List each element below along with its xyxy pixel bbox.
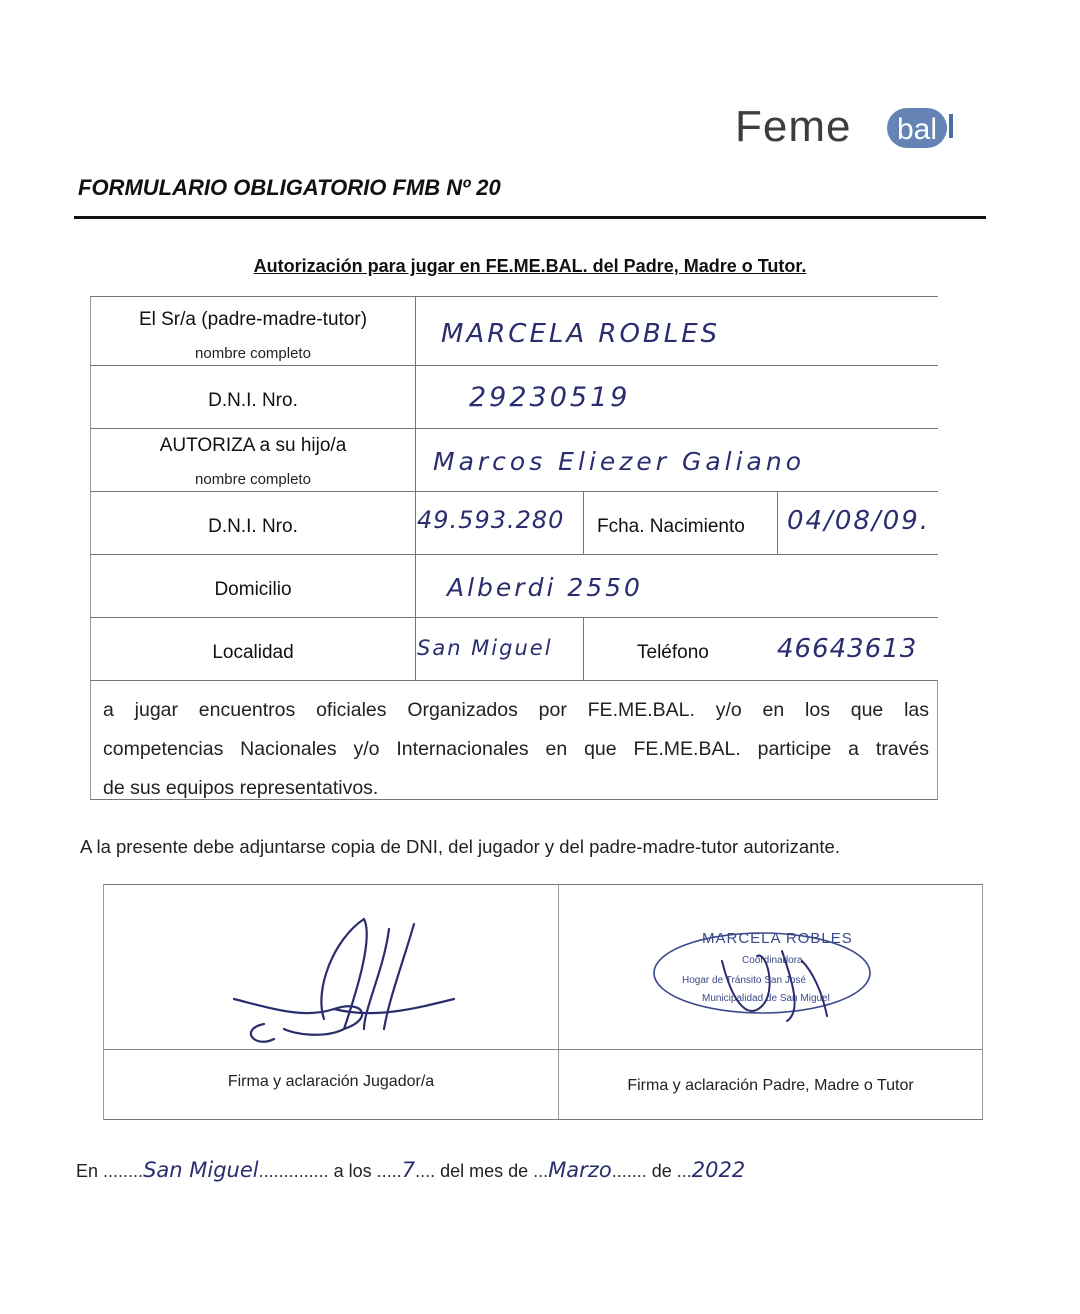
- child-row: [90, 428, 938, 491]
- tutor-dni-label: D.N.I. Nro.: [208, 390, 298, 411]
- phone-value[interactable]: 46643613: [777, 634, 918, 664]
- signature-box: [103, 884, 983, 1120]
- header-divider: [74, 216, 986, 219]
- locality-row: [90, 617, 938, 680]
- stamp-role: Coordinadora: [742, 955, 803, 966]
- en-label: En: [76, 1161, 99, 1181]
- stamp-municipality: Municipalidad de San Miguel: [702, 993, 830, 1004]
- locality-label: Localidad: [212, 642, 294, 663]
- place-date-line: En ........San Miguel.............. a los .....7.... del mes de ...Marzo....... de ...2022: [76, 1158, 746, 1182]
- tutor-signature-caption: Firma y aclaración Padre, Madre o Tutor: [627, 1077, 914, 1094]
- del-mes-label: del mes de: [440, 1161, 529, 1181]
- official-stamp: [652, 921, 902, 1031]
- logo-bal-mark: [885, 104, 955, 152]
- form-subtitle: Autorización para jugar en FE.ME.BAL. del Padre, Madre o Tutor.: [253, 256, 807, 276]
- child-dni-value[interactable]: 49.593.280: [417, 506, 565, 534]
- paragraph-line-1: a jugar encuentros oficiales Organizados por FE.ME.BAL. y/o en los que las: [103, 699, 929, 721]
- child-name-value[interactable]: Marcos Eliezer Galiano: [433, 447, 806, 476]
- stamp-institution: Hogar de Tránsito San José: [682, 975, 806, 986]
- player-signature[interactable]: [214, 899, 474, 1049]
- child-dni-label: D.N.I. Nro.: [208, 516, 298, 537]
- paragraph-line-2: competencias Nacionales y/o Internacionales en que FE.ME.BAL. participe a través: [103, 738, 929, 760]
- child-dni-row: [90, 491, 938, 554]
- child-sublabel: nombre completo: [195, 471, 311, 488]
- femebal-logo: [735, 100, 985, 160]
- tutor-label: El Sr/a (padre-madre-tutor): [138, 309, 368, 330]
- day-value[interactable]: 7: [401, 1158, 416, 1182]
- address-row: [90, 554, 938, 617]
- address-value[interactable]: Alberdi 2550: [447, 573, 643, 602]
- de-label: de: [651, 1161, 672, 1181]
- tutor-dni-row: [90, 365, 938, 428]
- form-title: FORMULARIO OBLIGATORIO FMB Nº 20: [78, 175, 501, 200]
- child-label: AUTORIZA a su hijo/a: [159, 435, 347, 456]
- logo-text: Feme: [735, 102, 852, 151]
- year-value[interactable]: 2022: [691, 1158, 746, 1182]
- month-value[interactable]: Marzo: [548, 1158, 612, 1182]
- tutor-sublabel: nombre completo: [195, 345, 311, 362]
- tutor-row: [90, 296, 938, 365]
- tutor-name-value[interactable]: MARCELA ROBLES: [441, 319, 721, 349]
- stamp-name: MARCELA ROBLES: [702, 930, 853, 947]
- paragraph-line-3: de sus equipos representativos.: [103, 777, 379, 799]
- phone-label: Teléfono: [637, 642, 709, 663]
- a-los-label: a los: [333, 1161, 372, 1181]
- place-value[interactable]: San Miguel: [143, 1158, 259, 1182]
- logo-suffix: bal: [896, 113, 938, 146]
- authorization-table: [90, 296, 938, 800]
- birthdate-label: Fcha. Nacimiento: [597, 516, 745, 537]
- tutor-dni-value[interactable]: 29230519: [469, 382, 631, 413]
- address-label: Domicilio: [214, 579, 292, 600]
- birthdate-value[interactable]: 04/08/09.: [787, 506, 931, 536]
- locality-value[interactable]: San Miguel: [417, 636, 553, 660]
- player-signature-caption: Firma y aclaración Jugador/a: [227, 1073, 435, 1090]
- attachment-note: A la presente debe adjuntarse copia de DNI, del jugador y del padre-madre-tutor autorizante.: [80, 836, 840, 857]
- authorization-paragraph: [90, 680, 938, 800]
